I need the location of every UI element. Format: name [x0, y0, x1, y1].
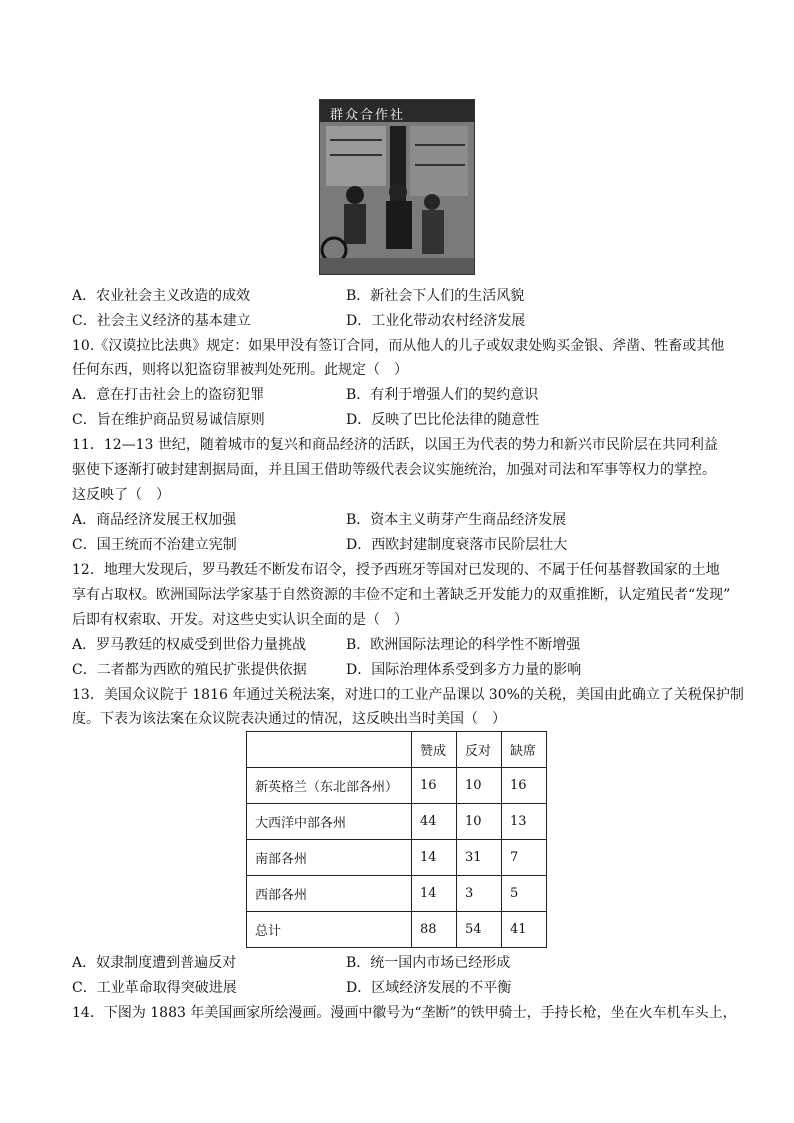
q9-option-b[interactable]: [346, 285, 524, 307]
q13-option-d[interactable]: [346, 977, 511, 999]
illustration-graphic: [320, 100, 474, 274]
q12-option-d[interactable]: [346, 659, 581, 681]
table-row: [247, 876, 547, 912]
option-text: 国际治理体系受到多方力量的影响: [371, 662, 582, 678]
table-cell: 新英格兰（东北部各州）: [247, 768, 412, 804]
q11-option-b[interactable]: [346, 509, 566, 531]
option-text: 国王统而不治建立宪制: [96, 537, 237, 553]
q9-option-d[interactable]: [346, 310, 525, 332]
option-text: 欧洲国际法理论的科学性不断增强: [370, 637, 581, 653]
option-text: 有利于增强人们的契约意识: [370, 387, 539, 403]
option-text: 区域经济发展的不平衡: [371, 980, 512, 996]
option-letter: D．: [346, 537, 372, 553]
q12-stem-line-1: 12．地理大发现后，罗马教廷不断发布诏令，授予西班牙等国对已发现的、不属于任何基督教国家的土地: [72, 562, 720, 578]
option-letter: C．: [72, 537, 97, 553]
table-row: [247, 840, 547, 876]
option-text: 罗马教廷的权威受到世俗力量挑战: [96, 637, 307, 653]
vote-table: [246, 731, 547, 948]
option-letter: B．: [346, 387, 371, 403]
option-letter: A．: [72, 637, 97, 653]
option-text: 资本主义萌芽产生商品经济发展: [370, 512, 567, 528]
option-text: 反映了巴比伦法律的随意性: [371, 412, 540, 428]
q10-option-d[interactable]: [346, 409, 539, 431]
q11-stem-line-3: 这反映了（ ）: [72, 487, 170, 503]
q9-option-c[interactable]: [72, 310, 251, 332]
table-cell: 13: [502, 804, 547, 840]
option-letter: B．: [346, 637, 371, 653]
option-letter: C．: [72, 313, 97, 329]
table-cell: 44: [412, 804, 457, 840]
table-cell: 54: [457, 912, 502, 948]
q13-stem-line-1: 13．美国众议院于 1816 年通过关税法案，对进口的工业产品课以 30%的关税，美国由此确立了关税保护制: [72, 687, 744, 703]
q14-stem-line-1: 14．下图为 1883 年美国画家所绘漫画。漫画中徽号为“垄断”的铁甲骑士，手持长枪，坐在火车机车头上，: [72, 1005, 737, 1021]
option-letter: B．: [346, 512, 371, 528]
table-cell: 88: [412, 912, 457, 948]
option-letter: B．: [346, 288, 371, 304]
q13-option-c[interactable]: [72, 977, 237, 999]
table-cell: 10: [457, 804, 502, 840]
option-letter: A．: [72, 512, 97, 528]
option-text: 西欧封建制度衰落市民阶层壮大: [371, 537, 568, 553]
q10-option-a[interactable]: [72, 384, 264, 406]
table-cell: 大西洋中部各州: [247, 804, 412, 840]
q12-stem-line-3: 后即有权索取、开发。对这些史实认识全面的是（ ）: [72, 612, 408, 628]
table-cell: 3: [457, 876, 502, 912]
option-text: 二者都为西欧的殖民扩张提供依据: [96, 662, 307, 678]
option-letter: D．: [346, 313, 372, 329]
option-letter: D．: [346, 662, 372, 678]
table-cell: 7: [502, 840, 547, 876]
table-cell: 41: [502, 912, 547, 948]
table-header-row: [247, 732, 547, 768]
option-text: 农业社会主义改造的成效: [96, 288, 251, 304]
option-letter: C．: [72, 662, 97, 678]
table-cell: 16: [412, 768, 457, 804]
option-text: 商品经济发展王权加强: [96, 512, 237, 528]
table-cell: 西部各州: [247, 876, 412, 912]
q13-option-a[interactable]: [72, 952, 236, 974]
q10-stem-line-2: 任何东西，则将以犯盗窃罪被判处死刑。此规定（ ）: [72, 362, 408, 378]
q11-stem-line-2: 驱使下逐渐打破封建割据局面，并且国王借助等级代表会议实施统治，加强对司法和军事等权力的掌控。: [72, 462, 716, 478]
table-cell: 31: [457, 840, 502, 876]
table-cell: 16: [502, 768, 547, 804]
table-header-cell: 缺席: [502, 732, 547, 768]
option-text: 新社会下人们的生活风貌: [370, 288, 525, 304]
option-text: 旨在维护商品贸易诚信原则: [96, 412, 265, 428]
option-letter: D．: [346, 412, 372, 428]
q11-option-a[interactable]: [72, 509, 236, 531]
table-row: [247, 912, 547, 948]
option-letter: A．: [72, 387, 97, 403]
q10-option-c[interactable]: [72, 409, 265, 431]
table-header-cell: 赞成: [412, 732, 457, 768]
option-letter: C．: [72, 412, 97, 428]
option-text: 社会主义经济的基本建立: [96, 313, 251, 329]
table-header-cell: 反对: [457, 732, 502, 768]
table-cell: 总计: [247, 912, 412, 948]
q12-option-c[interactable]: [72, 659, 307, 681]
option-text: 工业革命取得突破进展: [96, 980, 237, 996]
table-cell: 10: [457, 768, 502, 804]
option-letter: C．: [72, 980, 97, 996]
q9-option-a[interactable]: [72, 285, 250, 307]
table-cell: 南部各州: [247, 840, 412, 876]
table-cell: 14: [412, 876, 457, 912]
q12-option-b[interactable]: [346, 634, 580, 656]
table-header-cell: [247, 732, 412, 768]
q10-stem-line-1: 10.《汉谟拉比法典》规定：如果甲没有签订合同，而从他人的儿子或奴隶处购买金银、斧凿、牲畜或其他: [72, 338, 725, 354]
cooperative-illustration: [319, 99, 475, 275]
q11-option-d[interactable]: [346, 534, 567, 556]
option-text: 工业化带动农村经济发展: [371, 313, 526, 329]
option-text: 统一国内市场已经形成: [370, 955, 511, 971]
option-letter: A．: [72, 288, 97, 304]
table-cell: 14: [412, 840, 457, 876]
q11-option-c[interactable]: [72, 534, 237, 556]
q12-option-a[interactable]: [72, 634, 306, 656]
option-letter: B．: [346, 955, 371, 971]
option-text: 奴隶制度遭到普遍反对: [96, 955, 237, 971]
table-cell: 5: [502, 876, 547, 912]
q13-option-b[interactable]: [346, 952, 510, 974]
q12-stem-line-2: 享有占取权。欧洲国际法学家基于自然资源的丰俭不定和土著缺乏开发能力的双重推断，认定殖民者“发现”: [72, 587, 731, 603]
table-row: [247, 768, 547, 804]
table-row: [247, 804, 547, 840]
q11-stem-line-1: 11．12—13 世纪，随着城市的复兴和商品经济的活跃，以国王为代表的势力和新兴市民阶层在共同利益: [72, 437, 718, 453]
store-sign: 群众合作社: [330, 108, 406, 123]
option-letter: D．: [346, 980, 372, 996]
q13-stem-line-2: 度。下表为该法案在众议院表决通过的情况，这反映出当时美国（ ）: [72, 711, 506, 727]
option-letter: A．: [72, 955, 97, 971]
q10-option-b[interactable]: [346, 384, 538, 406]
option-text: 意在打击社会上的盗窃犯罪: [96, 387, 265, 403]
